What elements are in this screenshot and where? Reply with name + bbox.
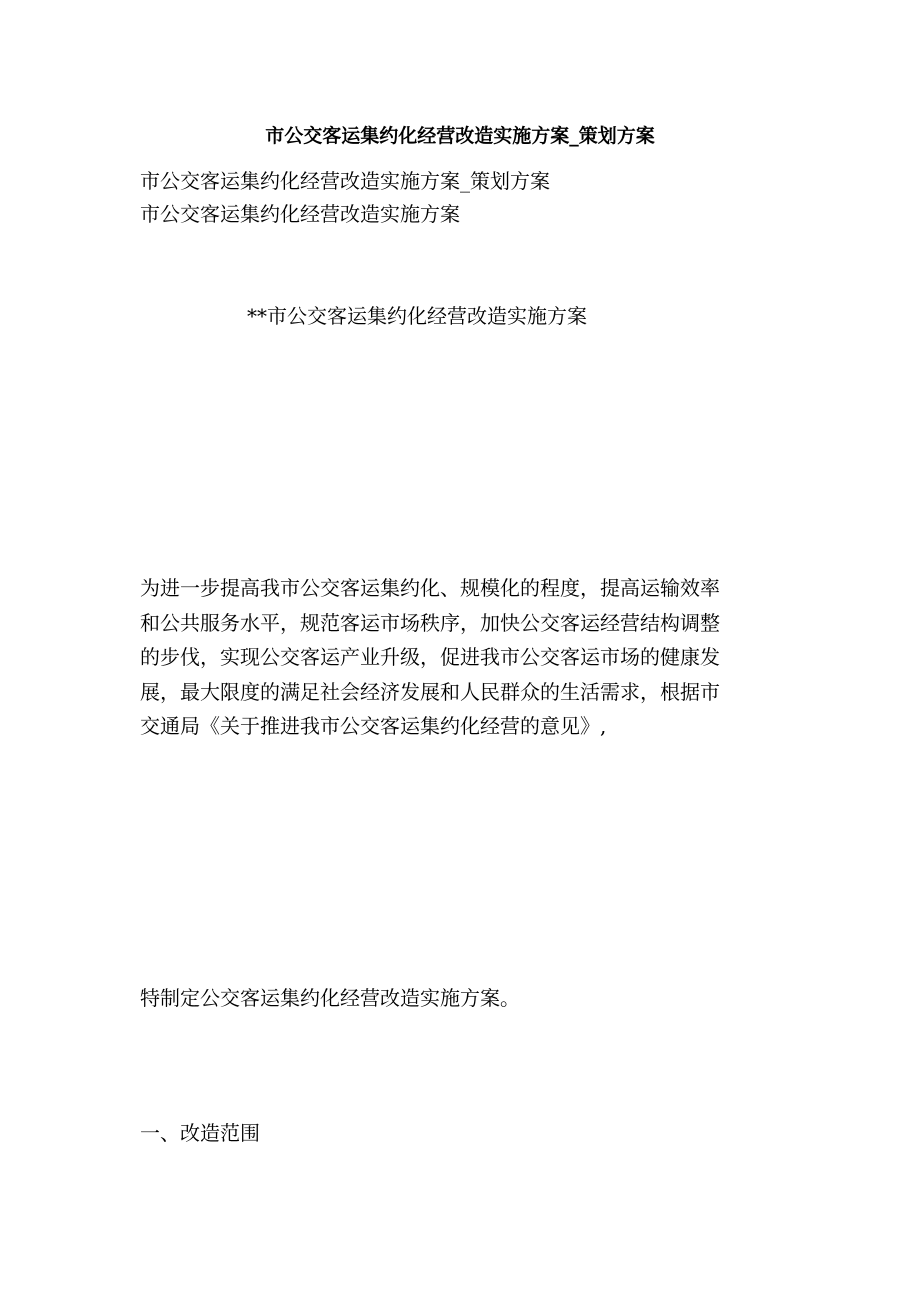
center-heading: **市公交客运集约化经营改造实施方案	[247, 304, 587, 328]
closing-sentence: 特制定公交客运集约化经营改造实施方案。	[140, 986, 520, 1010]
intro-paragraph-line-2: 和公共服务水平，规范客运市场秩序，加快公交客运经营结构调整	[140, 610, 720, 635]
intro-paragraph-line-3: 的步伐，实现公交客运产业升级，促进我市公交客运市场的健康发	[140, 645, 720, 669]
document-title: 市公交客运集约化经营改造实施方案_策划方案	[265, 125, 655, 147]
subtitle-line-1: 市公交客运集约化经营改造实施方案_策划方案	[140, 169, 550, 193]
section-heading-1: 一、改造范围	[140, 1121, 260, 1145]
intro-paragraph-line-4: 展，最大限度的满足社会经济发展和人民群众的生活需求，根据市	[140, 679, 720, 704]
intro-paragraph-line-5: 交通局《关于推进我市公交客运集约化经营的意见》,	[140, 714, 607, 738]
intro-paragraph-line-1: 为进一步提高我市公交客运集约化、规模化的程度，提高运输效率	[140, 576, 720, 600]
intro-paragraph	[140, 571, 780, 744]
subtitle-line-2: 市公交客运集约化经营改造实施方案	[140, 202, 460, 226]
